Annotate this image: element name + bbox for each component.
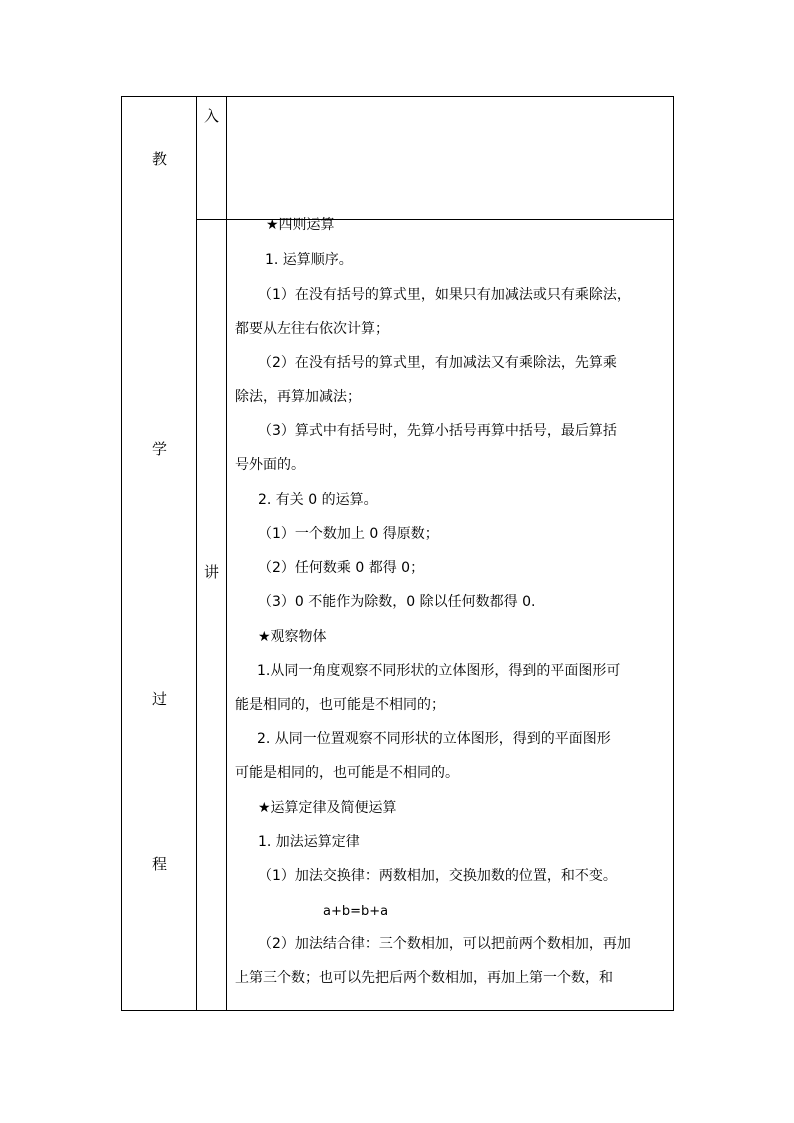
left-column-char: 程 <box>152 855 168 873</box>
content-line: （1）在没有括号的算式里，如果只有加减法或只有乘除法， <box>258 287 631 303</box>
content-line: （3）0 不能作为除数，0 除以任何数都得 0. <box>258 594 536 610</box>
content-line: （2）在没有括号的算式里，有加减法又有乘除法，先算乘 <box>258 355 617 371</box>
left-column-char: 过 <box>152 690 168 708</box>
intro-label: 入 <box>204 107 220 125</box>
left-column-char: 学 <box>152 440 168 458</box>
left-column-char: 教 <box>152 150 168 168</box>
content-line: （1）一个数加上 0 得原数； <box>258 526 439 542</box>
content-line: （3）算式中有括号时，先算小括号再算中括号，最后算括 <box>258 423 617 439</box>
lecture-label: 讲 <box>204 563 220 581</box>
content-line: 2. 有关 0 的运算。 <box>258 492 378 508</box>
content-line: 1. 加法运算定律 <box>258 834 360 850</box>
formula: a+b=b+a <box>323 904 389 919</box>
content-line: 上第三个数；也可以先把后两个数相加，再加上第一个数，和 <box>235 970 613 986</box>
content-line: 1. 运算顺序。 <box>265 252 353 268</box>
content-line: 除法，再算加减法； <box>235 389 361 405</box>
content-line: 1.从同一角度观察不同形状的立体图形，得到的平面图形可 <box>257 663 621 679</box>
content-line: （2）加法结合律：三个数相加，可以把前两个数相加，再加 <box>258 936 631 952</box>
content-line: 2. 从同一位置观察不同形状的立体图形，得到的平面图形 <box>257 731 611 747</box>
content-line: 都要从左往右依次计算； <box>235 321 389 337</box>
section-title: ★观察物体 <box>258 629 327 645</box>
section-title: ★四则运算 <box>266 217 335 233</box>
content-line: （1）加法交换律：两数相加，交换加数的位置，和不变。 <box>258 868 617 884</box>
content-line: 能是相同的，也可能是不相同的； <box>235 697 445 713</box>
lesson-table <box>121 96 674 1011</box>
column-divider <box>196 97 197 1010</box>
section-title: ★运算定律及简便运算 <box>258 800 397 816</box>
column-divider <box>226 97 227 1010</box>
content-line: （2）任何数乘 0 都得 0； <box>258 560 425 576</box>
content-line: 号外面的。 <box>235 457 305 473</box>
content-line: 可能是相同的，也可能是不相同的。 <box>235 765 459 781</box>
